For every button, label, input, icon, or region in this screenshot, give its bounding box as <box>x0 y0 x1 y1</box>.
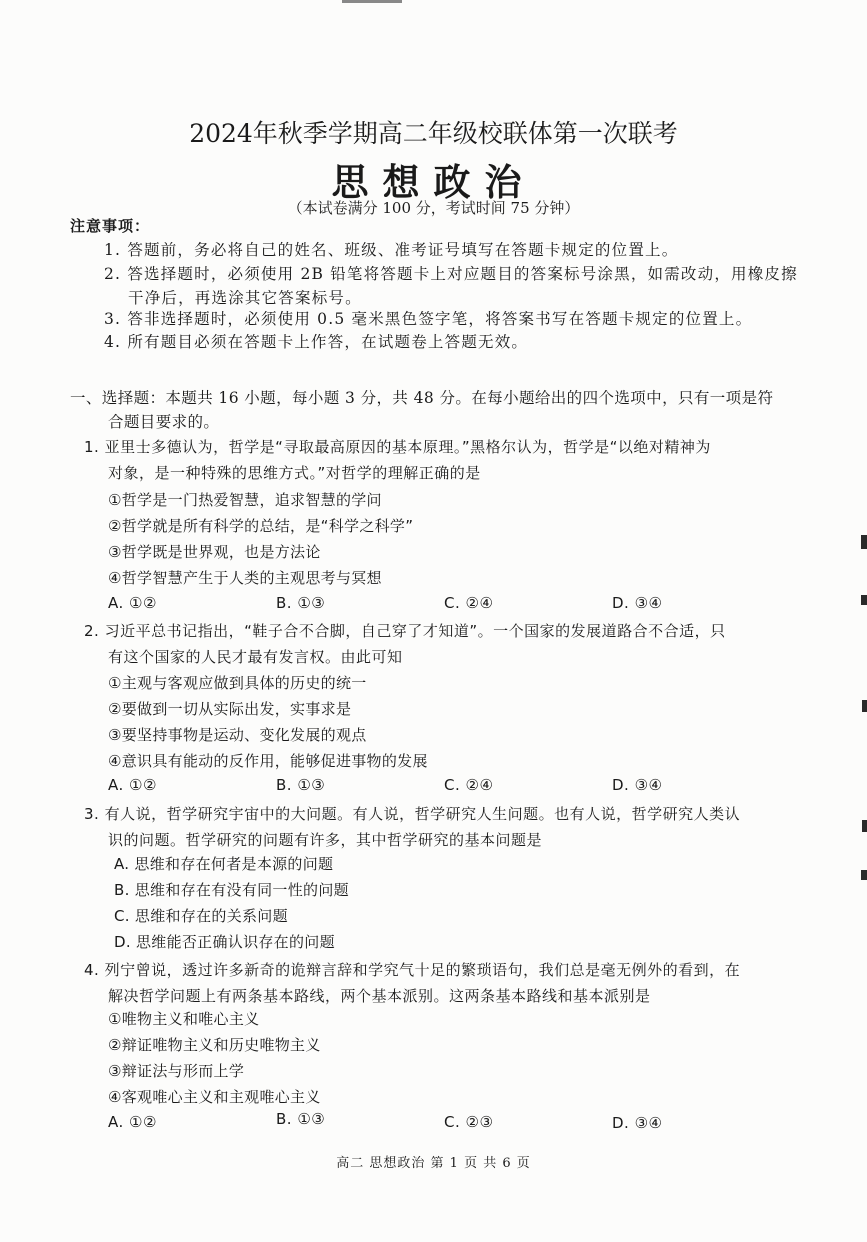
question-2-stem-continued: 有这个国家的人民才最有发言权。由此可知 <box>108 648 403 666</box>
question-2-statement: ④意识具有能动的反作用，能够促进事物的发展 <box>108 752 428 770</box>
scan-artifact-top <box>342 0 402 3</box>
question-1-option-c: C. ②④ <box>444 594 494 612</box>
question-1-statement: ②哲学就是所有科学的总结，是“科学之科学” <box>108 517 414 535</box>
question-2-statement: ①主观与客观应做到具体的历史的统一 <box>108 674 367 692</box>
question-1-stem-continued: 对象，是一种特殊的思维方式。”对哲学的理解正确的是 <box>108 464 481 482</box>
question-1-option-d: D. ③④ <box>612 594 663 612</box>
question-4-option-b: B. ①③ <box>276 1110 326 1128</box>
exam-info: （本试卷满分 100 分，考试时间 75 分钟） <box>287 199 580 217</box>
scan-artifact-right-1 <box>861 535 867 549</box>
question-3-stem-continued: 识的问题。哲学研究的问题有许多，其中哲学研究的基本问题是 <box>108 831 543 849</box>
question-1-option-b: B. ①③ <box>276 594 326 612</box>
question-1-statement: ③哲学既是世界观，也是方法论 <box>108 543 321 561</box>
question-4-statement: ②辩证唯物主义和历史唯物主义 <box>108 1036 321 1054</box>
question-3-stem: 3. 有人说，哲学研究宇宙中的大问题。有人说，哲学研究人生问题。也有人说，哲学研究人类认 <box>84 805 741 823</box>
page-footer: 高二 思想政治 第 1 页 共 6 页 <box>336 1156 531 1171</box>
notice-item: 3. 答非选择题时，必须使用 0.5 毫米黑色签字笔，将答案书写在答题卡规定的位置上。 <box>104 310 753 328</box>
notice-item-continued: 干净后，再选涂其它答案标号。 <box>128 289 362 307</box>
section-heading-continued: 合题目要求的。 <box>108 413 220 431</box>
subject-title: 思想政治 <box>331 160 536 204</box>
question-4-option-c: C. ②③ <box>444 1113 494 1131</box>
scan-artifact-right-5 <box>861 870 867 880</box>
question-2-option-b: B. ①③ <box>276 776 326 794</box>
question-4-stem: 4. 列宁曾说，透过许多新奇的诡辩言辞和学究气十足的繁琐语句，我们总是毫无例外的看到，在 <box>84 961 741 979</box>
question-2-option-d: D. ③④ <box>612 776 663 794</box>
question-2-statement: ②要做到一切从实际出发，实事求是 <box>108 700 352 718</box>
scan-artifact-right-4 <box>862 820 867 832</box>
section-heading: 一、选择题：本题共 16 小题，每小题 3 分，共 48 分。在每小题给出的四个选项中，只有一项是符 <box>70 389 774 407</box>
question-2-option-a: A. ①② <box>108 776 157 794</box>
notice-item: 4. 所有题目必须在答题卡上作答，在试题卷上答题无效。 <box>104 333 529 351</box>
exam-title: 2024年秋季学期高二年级校联体第一次联考 <box>189 119 678 148</box>
question-3-option-d: D. 思维能否正确认识存在的问题 <box>114 933 335 951</box>
scan-artifact-right-3 <box>862 700 867 712</box>
question-3-option-c: C. 思维和存在的关系问题 <box>114 907 288 925</box>
scan-artifact-right-2 <box>861 595 867 605</box>
notice-item: 1. 答题前，务必将自己的姓名、班级、准考证号填写在答题卡规定的位置上。 <box>104 241 679 259</box>
question-2-stem: 2. 习近平总书记指出，“鞋子合不合脚，自己穿了才知道”。一个国家的发展道路合不合适，只 <box>84 622 726 640</box>
question-2-statement: ③要坚持事物是运动、变化发展的观点 <box>108 726 367 744</box>
notice-title: 注意事项： <box>70 217 151 235</box>
notice-item: 2. 答选择题时，必须使用 2B 铅笔将答题卡上对应题目的答案标号涂黑，如需改动，用橡皮擦 <box>104 265 798 283</box>
question-4-option-a: A. ①② <box>108 1113 157 1131</box>
question-1-statement: ①哲学是一门热爱智慧，追求智慧的学问 <box>108 491 382 509</box>
question-3-option-a: A. 思维和存在何者是本源的问题 <box>114 855 334 873</box>
question-3-option-b: B. 思维和存在有没有同一性的问题 <box>114 881 349 899</box>
question-4-stem-continued: 解决哲学问题上有两条基本路线，两个基本派别。这两条基本路线和基本派别是 <box>108 987 651 1005</box>
question-1-statement: ④哲学智慧产生于人类的主观思考与冥想 <box>108 569 382 587</box>
question-1-stem: 1. 亚里士多德认为，哲学是“寻取最高原因的基本原理。”黑格尔认为，哲学是“以绝对精神为 <box>84 438 711 456</box>
question-4-statement: ①唯物主义和唯心主义 <box>108 1010 260 1028</box>
question-1-option-a: A. ①② <box>108 594 157 612</box>
question-4-statement: ③辩证法与形而上学 <box>108 1062 245 1080</box>
question-2-option-c: C. ②④ <box>444 776 494 794</box>
question-4-statement: ④客观唯心主义和主观唯心主义 <box>108 1088 321 1106</box>
question-4-option-d: D. ③④ <box>612 1114 663 1132</box>
